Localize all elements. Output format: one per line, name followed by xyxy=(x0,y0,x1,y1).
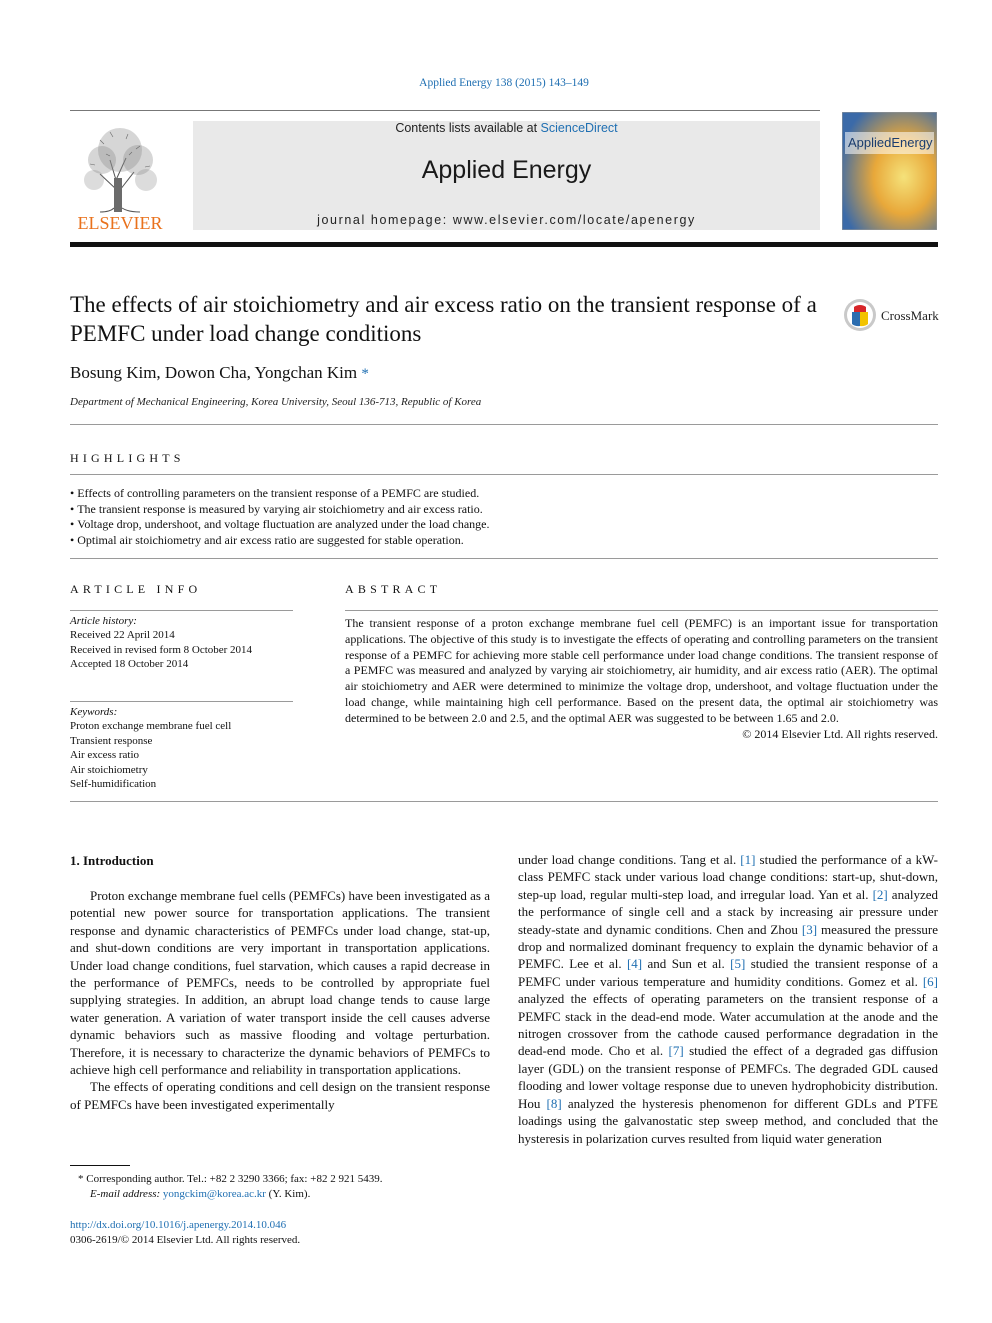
journal-cover-image xyxy=(842,112,937,230)
highlights-list xyxy=(70,486,940,548)
email-label: E-mail address: xyxy=(90,1188,163,1200)
revised-date: Received in revised form 8 October 2014 xyxy=(70,643,253,656)
text-run: studied the effect of a degraded gas diffusion layer (GDL) on the transient response of PEMFCs. The degraded GDL caused flooding and lower voltage response due to uneven hydrophobicity distribution. Hou xyxy=(518,1043,938,1111)
divider xyxy=(70,701,293,702)
divider xyxy=(70,424,938,425)
keyword: Air stoichiometry xyxy=(70,763,148,776)
keywords-label: Keywords: xyxy=(70,706,118,718)
intro-left-column xyxy=(70,887,490,1113)
crossmark-label: CrossMark xyxy=(881,308,939,323)
footnote xyxy=(70,1172,490,1202)
elsevier-logo xyxy=(70,120,170,232)
journal-title: Applied Energy xyxy=(421,156,592,184)
article-title: The effects of air stoichiometry and air excess ratio on the transient response of a PEMFC under load change conditions xyxy=(70,292,817,346)
text-run: under load change conditions. Tang et al. xyxy=(518,852,741,867)
cover-title: AppliedEnergy xyxy=(848,135,933,150)
author-list xyxy=(70,363,369,383)
abstract-copyright: © 2014 Elsevier Ltd. All rights reserved. xyxy=(742,726,938,741)
issn-copyright: 0306-2619/© 2014 Elsevier Ltd. All rights reserved. xyxy=(70,1234,301,1246)
highlight-item: • Optimal air stoichiometry and air excess ratio are suggested for stable operation. xyxy=(70,533,940,549)
affiliation: Department of Mechanical Engineering, Korea University, Seoul 136-713, Republic of Korea xyxy=(70,396,482,408)
text-run: measured the pressure drop and normalized dominant frequency to explain the dynamic behavior of a PEMFC. Lee et al. xyxy=(518,921,938,972)
reference-link[interactable]: [8] xyxy=(546,1095,562,1111)
authors-text: Bosung Kim, Dowon Cha, Yongchan Kim xyxy=(70,363,358,382)
text-run: analyzed the effects of operating parameters on the transient response of a PEMFC stack in the dead-end mode. Water accumulation at the anode and the nitrogen crossover from the cathode caused performance degradation in the dead-end mode. Cho et al. xyxy=(518,991,938,1059)
footnote-mark: * xyxy=(78,1173,84,1185)
intro-paragraph-continued xyxy=(518,851,938,1147)
homepage-url[interactable]: www.elsevier.com/locate/apenergy xyxy=(452,213,696,227)
divider xyxy=(70,610,293,611)
corresponding-author-mark[interactable]: * xyxy=(361,366,369,382)
sciencedirect-link[interactable]: ScienceDirect xyxy=(540,121,618,135)
reference-link[interactable]: [5] xyxy=(730,956,746,972)
reference-link[interactable]: [6] xyxy=(922,973,938,989)
highlight-item: • Effects of controlling parameters on the transient response of a PEMFC are studied. xyxy=(70,486,940,502)
contents-line xyxy=(193,121,820,135)
reference-link[interactable]: [2] xyxy=(872,886,888,902)
highlight-item: • Voltage drop, undershoot, and voltage fluctuation are analyzed under the load change. xyxy=(70,517,940,533)
highlights-heading: HIGHLIGHTS xyxy=(70,451,185,465)
intro-right-column xyxy=(518,851,938,1147)
abstract-body xyxy=(345,616,938,742)
divider xyxy=(345,610,938,611)
doi-block xyxy=(70,1218,300,1248)
history-label: Article history: xyxy=(70,615,137,627)
header-rule xyxy=(70,110,820,111)
text-run: studied the transient response of a PEMFC under various temperature and humidity conditions. Gomez et al. xyxy=(518,956,938,989)
text-run: and Sun et al. xyxy=(642,956,731,972)
received-date: Received 22 April 2014 xyxy=(70,629,175,642)
crossmark-badge[interactable] xyxy=(843,298,943,334)
text-run: analyzed the hysteresis phenomenon for different GDLs and PTFE loadings using the galvanostatic step sweep method, and concluded that the hysteresis in polarization curves resulted from liquid water generation xyxy=(518,1095,938,1146)
section-heading-introduction: 1. Introduction xyxy=(70,853,154,868)
elsevier-wordmark: ELSEVIER xyxy=(77,213,163,232)
article-info-heading: ARTICLE INFO xyxy=(70,582,202,596)
reference-link[interactable]: [3] xyxy=(801,921,818,937)
divider xyxy=(70,558,938,559)
elsevier-tree-icon xyxy=(70,120,170,232)
keywords-block xyxy=(70,705,293,791)
corresponding-author-text: Corresponding author. Tel.: +82 2 3290 3366; fax: +82 2 921 5439. xyxy=(86,1173,383,1185)
highlight-item: • The transient response is measured by varying air stoichiometry and air excess ratio. xyxy=(70,502,940,518)
doi-link[interactable]: http://dx.doi.org/10.1016/j.apenergy.2014.10.046 xyxy=(70,1219,287,1231)
homepage-prefix: journal homepage: xyxy=(317,213,453,227)
abstract-heading: ABSTRACT xyxy=(345,582,442,596)
contents-prefix: Contents lists available at xyxy=(395,121,541,135)
reference-link[interactable]: [4] xyxy=(626,956,643,972)
keyword: Transient response xyxy=(70,734,153,747)
abstract-text: The transient response of a proton exchange membrane fuel cell (PEMFC) is an important issue for transportation applications. The objective of this study is to investigate the effects of operating and controlling parameters on the transient response of a PEMFC for achieving more stable cell performance under load change conditions. The transient response of a PEMFC was measured and analyzed by varying air stoichiometry, air humidity, and air excess ratio (AER). The optimal air stoichiometry and AER were determined to minimize the voltage drop, undershoot, and voltage fluctuation under the load change, while maintaining high cell performance. Based on the present data, the optimal air stoichiometry was determined to be between 2.0 and 2.5, and the optimal AER was suggested to be between 1.65 and 2.0. xyxy=(345,616,938,725)
journal-homepage xyxy=(193,213,820,227)
intro-paragraph: The effects of operating conditions and cell design on the transient response of PEMFCs have been investigated experimentally xyxy=(70,1079,490,1112)
intro-paragraph: Proton exchange membrane fuel cells (PEMFCs) have been investigated as a potential new power source for transportation applications. The transient response and dynamic characteristics of PEMFCs under load change, stat-up, and shut-down conditions are very important in transportation applications. Under load change conditions, fuel starvation, which causes a rapid decrease in the performance of PEMFCs, needs to be controlled by appropriate fuel supplying strategies. In addition, an abrupt load change tends to cause large water generation. A variation of water transport inside the cell causes adverse dynamic behaviors such as massive flooding and voltage perturbation. Therefore, it is necessary to characterize the dynamic behaviors of PEMFCs to achieve high cell performance and reliability in transportation applications. xyxy=(70,888,490,1078)
journal-cover[interactable] xyxy=(842,112,937,230)
text-run: studied the performance of a kW-class PEMFC stack under various load change conditions: start-up, shut-down, step-up load, regular multi-step load, and irregular load. Yan et al. xyxy=(518,852,938,902)
header-thick-rule xyxy=(70,242,938,247)
email-suffix: (Y. Kim). xyxy=(265,1188,311,1200)
divider xyxy=(70,474,938,475)
article-history xyxy=(70,614,293,672)
divider xyxy=(70,801,938,802)
email-link[interactable]: yongckim@korea.ac.kr xyxy=(162,1188,266,1200)
footnote-rule xyxy=(70,1165,130,1166)
email-line xyxy=(70,1187,490,1202)
keyword: Air excess ratio xyxy=(70,749,140,762)
corresponding-author-note xyxy=(70,1172,490,1187)
keyword: Proton exchange membrane fuel cell xyxy=(70,720,232,733)
reference-link[interactable]: [7] xyxy=(668,1043,684,1059)
crossmark-icon xyxy=(843,298,943,334)
accepted-date: Accepted 18 October 2014 xyxy=(70,658,189,671)
journal-citation[interactable]: Applied Energy 138 (2015) 143–149 xyxy=(419,77,589,89)
text-run: analyzed the performance of single cell and a stack by increasing air pressure under steady-state and dynamic conditions. Chen and Zhou xyxy=(518,886,938,937)
reference-link[interactable]: [1] xyxy=(740,852,756,867)
keyword: Self-humidification xyxy=(70,778,157,791)
